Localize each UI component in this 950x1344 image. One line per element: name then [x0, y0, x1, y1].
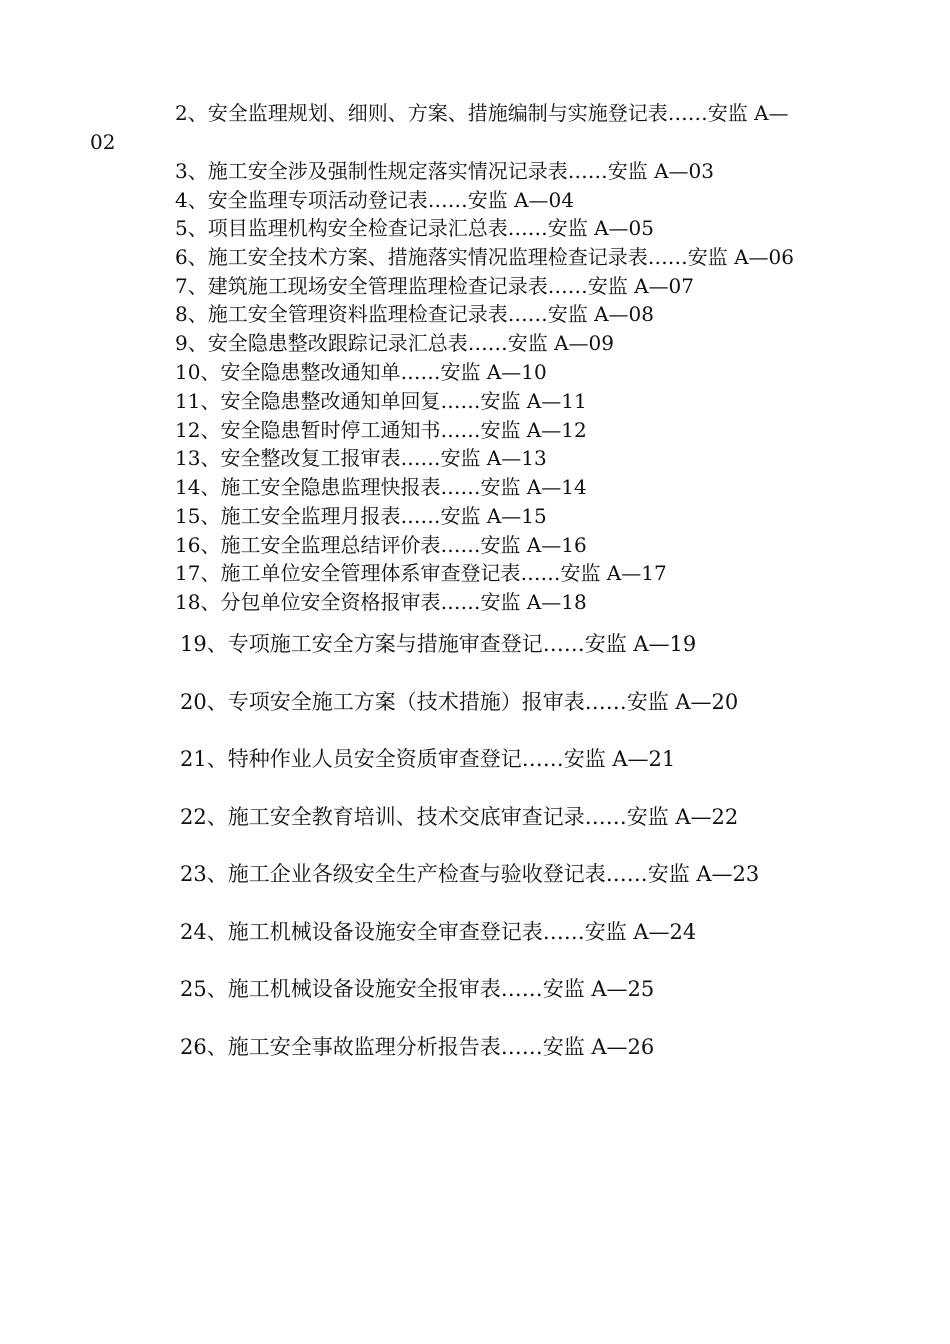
list-item-21: 21、特种作业人员安全资质审查登记……安监 A—21 — [180, 747, 676, 771]
list-item-18: 18、分包单位安全资格报审表……安监 A—18 — [175, 590, 587, 614]
list-item-14: 14、施工安全隐患监理快报表……安监 A—14 — [175, 475, 587, 499]
list-item-25: 25、施工机械设备设施安全报审表……安监 A—25 — [180, 977, 655, 1001]
list-item-26: 26、施工安全事故监理分析报告表……安监 A—26 — [180, 1035, 655, 1059]
list-item-19: 19、专项施工安全方案与措施审查登记……安监 A—19 — [180, 632, 697, 656]
list-item-17: 17、施工单位安全管理体系审查登记表……安监 A—17 — [175, 561, 667, 585]
list-item-13: 13、安全整改复工报审表……安监 A—13 — [175, 446, 547, 470]
list-item-15: 15、施工安全监理月报表……安监 A—15 — [175, 504, 547, 528]
list-item-5: 5、项目监理机构安全检查记录汇总表……安监 A—05 — [175, 216, 654, 240]
list-item-9: 9、安全隐患整改跟踪记录汇总表……安监 A—09 — [175, 331, 614, 355]
list-item-11: 11、安全隐患整改通知单回复……安监 A—11 — [175, 389, 587, 413]
list-item-23: 23、施工企业各级安全生产检查与验收登记表……安监 A—23 — [180, 862, 760, 886]
list-item-8: 8、施工安全管理资料监理检查记录表……安监 A—08 — [175, 302, 654, 326]
list-item-22: 22、施工安全教育培训、技术交底审查记录……安监 A—22 — [180, 805, 739, 829]
list-item-2-continuation: 02 — [90, 130, 116, 154]
list-item-6: 6、施工安全技术方案、措施落实情况监理检查记录表……安监 A—06 — [175, 245, 794, 269]
list-item-4: 4、安全监理专项活动登记表……安监 A—04 — [175, 188, 574, 212]
list-item-20: 20、专项安全施工方案（技术措施）报审表……安监 A—20 — [180, 690, 739, 714]
list-item-16: 16、施工安全监理总结评价表……安监 A—16 — [175, 533, 587, 557]
list-item-2: 2、安全监理规划、细则、方案、措施编制与实施登记表……安监 A— — [175, 101, 789, 125]
list-item-12: 12、安全隐患暂时停工通知书……安监 A—12 — [175, 418, 587, 442]
list-item-24: 24、施工机械设备设施安全审查登记表……安监 A—24 — [180, 920, 697, 944]
list-item-10: 10、安全隐患整改通知单……安监 A—10 — [175, 360, 547, 384]
list-item-7: 7、建筑施工现场安全管理监理检查记录表……安监 A—07 — [175, 274, 694, 298]
list-item-3: 3、施工安全涉及强制性规定落实情况记录表……安监 A—03 — [175, 159, 714, 183]
